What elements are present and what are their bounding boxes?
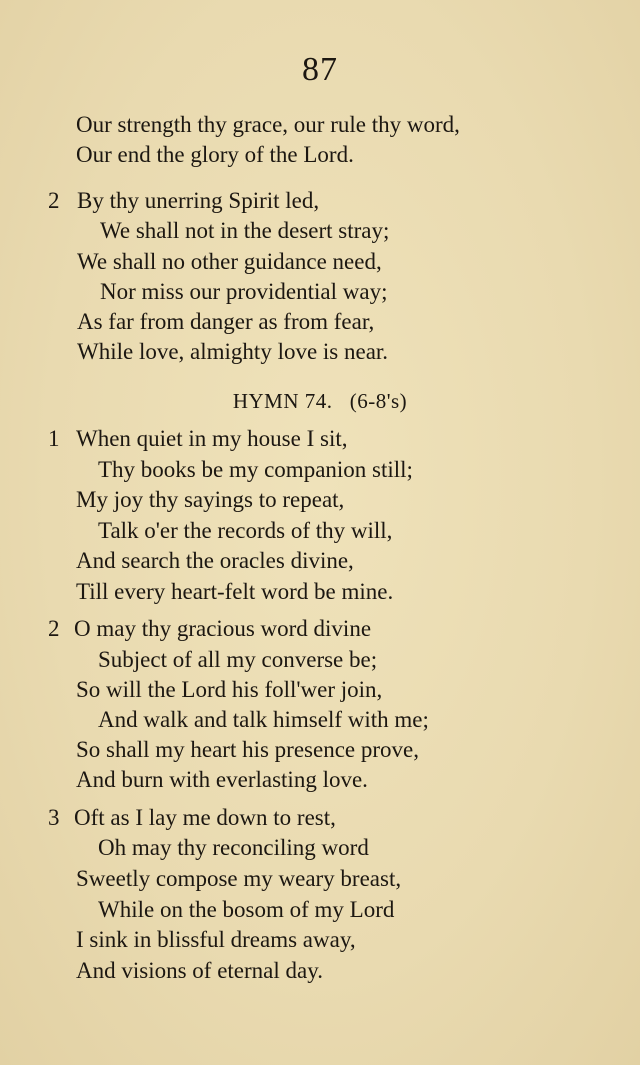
page-number: 87 [302,51,338,88]
verse-line: Sweetly compose my weary breast, [76,866,402,891]
verse-line: Oft as I lay me down to rest, [74,805,336,830]
verse-line: Nor miss our providential way; [100,279,388,304]
verse-line: So shall my heart his presence prove, [76,737,419,762]
verse-line: Talk o'er the records of thy will, [98,518,393,543]
verse-line: Thy books be my companion still; [98,457,413,482]
verse-line: We shall not in the desert stray; [100,218,390,243]
verse-line: While love, almighty love is near. [77,339,389,364]
verse-line: O may thy gracious word divine [74,616,372,641]
verse-line: As far from danger as from fear, [77,309,375,334]
verse-number: 2 [48,616,60,641]
verse-line: Till every heart-felt word be mine. [76,579,394,604]
verse-number: 3 [48,805,60,830]
hymn-title: HYMN 74. [232,389,333,413]
verse-number: 1 [48,426,60,451]
verse-line: My joy thy sayings to repeat, [76,487,345,512]
verse-line: We shall no other guidance need, [77,249,382,274]
verse-number: 2 [48,188,60,213]
hymn-meter: (6-8's) [349,389,408,413]
verse-line: Our strength thy grace, our rule thy word, [76,112,460,137]
verse-line: Our end the glory of the Lord. [76,142,354,167]
verse-line: While on the bosom of my Lord [98,897,395,922]
hymn-heading [0,386,640,416]
verse-line: When quiet in my house I sit, [76,426,348,451]
verse-line: Subject of all my converse be; [98,647,378,672]
verse-line: So will the Lord his foll'wer join, [76,677,383,702]
verse-line: And search the oracles divine, [76,548,354,573]
verse-line: By thy unerring Spirit led, [77,188,320,213]
verse-line: And walk and talk himself with me; [98,707,429,732]
verse-line: I sink in blissful dreams away, [76,927,356,952]
verse-line: And visions of eternal day. [76,958,323,983]
verse-line: Oh may thy reconciling word [98,835,369,860]
verse-line: And burn with everlasting love. [76,767,368,792]
